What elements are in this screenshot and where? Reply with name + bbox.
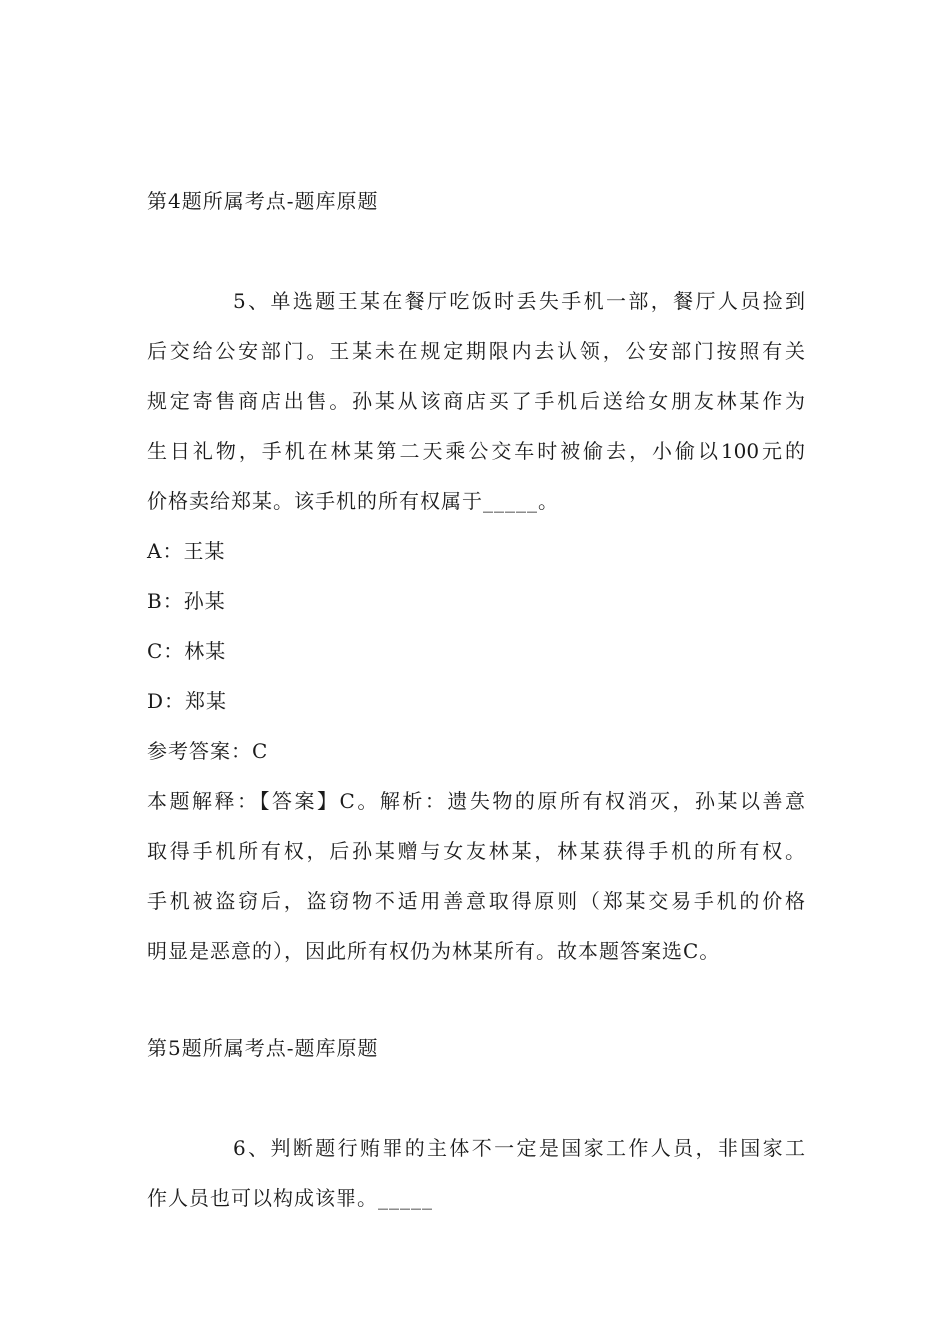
explanation-line-1: 本题解释：【答案】C。解析：遗失物的原所有权消灭，孙某以善意 [147,789,805,813]
question-5-line-5: 价格卖给郑某。该手机的所有权属于_____。 [147,489,559,513]
option-c: C：林某 [147,639,227,663]
section-heading-q5: 第5题所属考点-题库原题 [147,1036,379,1060]
explanation-line-4: 明显是恶意的），因此所有权仍为林某所有。故本题答案选C。 [147,939,721,963]
question-5-line-2: 后交给公安部门。王某未在规定期限内去认领，公安部门按照有关 [147,339,805,363]
explanation-line-3: 手机被盗窃后，盗窃物不适用善意取得原则（郑某交易手机的价格 [147,889,805,913]
option-a: A：王某 [147,539,226,563]
section-heading-q4: 第4题所属考点-题库原题 [147,189,379,213]
reference-answer: 参考答案：C [147,739,269,763]
option-d: D：郑某 [147,689,228,713]
question-5-line-4: 生日礼物，手机在林某第二天乘公交车时被偷去，小偷以100元的 [147,439,805,463]
option-b: B：孙某 [147,589,226,613]
question-6-line-1: 6、判断题行贿罪的主体不一定是国家工作人员，非国家工 [233,1136,805,1160]
explanation-line-2: 取得手机所有权，后孙某赠与女友林某，林某获得手机的所有权。 [147,839,805,863]
question-5-line-3: 规定寄售商店出售。孙某从该商店买了手机后送给女朋友林某作为 [147,389,805,413]
question-5-line-1: 5、单选题王某在餐厅吃饭时丢失手机一部，餐厅人员捡到 [233,289,805,313]
question-6-line-2: 作人员也可以构成该罪。_____ [147,1186,433,1210]
